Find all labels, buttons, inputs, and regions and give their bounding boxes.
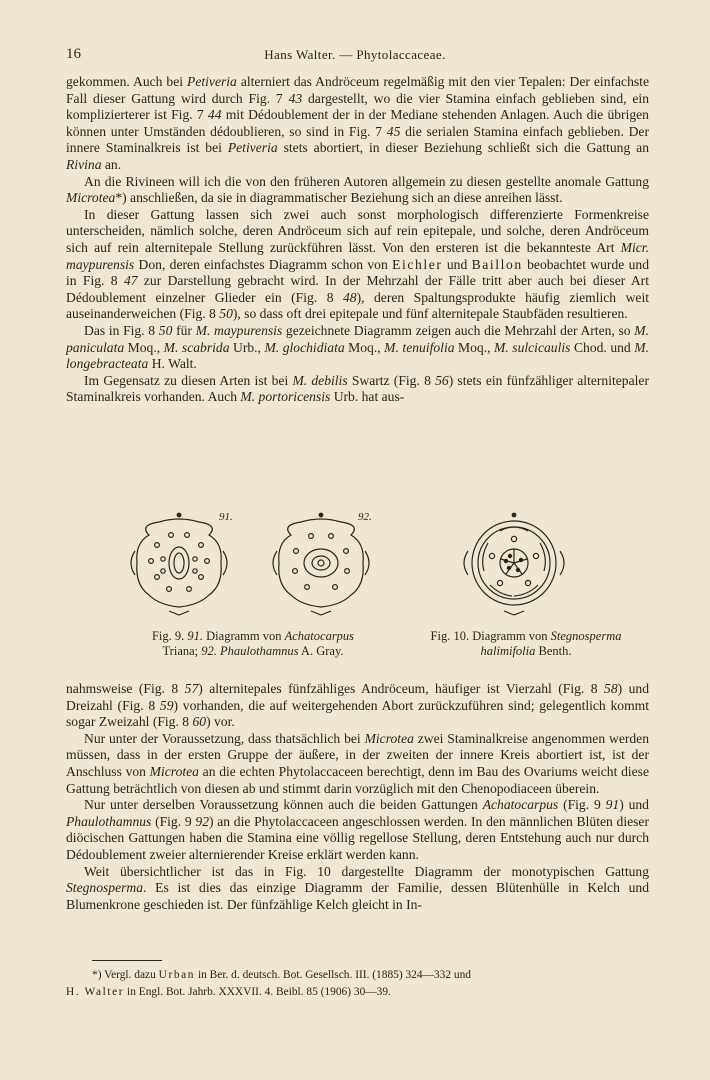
subtending-bract bbox=[504, 611, 524, 615]
diagram-92 bbox=[273, 513, 369, 615]
page-header bbox=[66, 46, 644, 66]
text-block-upper bbox=[66, 74, 649, 406]
ovary-inner bbox=[312, 556, 330, 570]
floral-diagrams bbox=[66, 505, 649, 630]
figure-label-92: 92. bbox=[358, 511, 372, 523]
footnote-divider bbox=[92, 960, 162, 961]
ovule bbox=[318, 560, 324, 566]
paragraph-3: In dieser Gattung lassen sich zwei auch sonst morphologisch differenzierte Formenkreise unterscheiden, nämlich solche, deren Andröceum sich auf rein epitepale, und solche, deren Andröceum sich auf rein alternitepale Stellung zurückführen lässt. Von den ersteren ist die bekannteste Art Micr. maypurensis Don, deren einfachstes Diagramm schon von Eichler und Baillon beobachtet wurde und in Fig. 8 47 zur Darstellung gebracht wird. In der Mehrzahl der Fälle tritt aber auch bei dieser Art Dédoublement einzelner Glieder ein (Fig. 8 48), deren Spaltungsprodukte häufig ziemlich weit auseinanderweichen (Fig. 8 50), so dass oft drei epitepale und fünf alternitepale Staubfäden resultieren. bbox=[66, 206, 649, 322]
paragraph-1: gekommen. Auch bei Petiveria alterniert das Andröceum regelmäßig mit den vier Tepalen: Der einfachste Fall dieser Gattung wird durch Fig. 7 43 dargestellt, wo die vier Stamina einfach geblieben sind, ein komplizierterer ist Fig. 7 44 mit Dédoublement der in der Mediane stehenden Anlagen. Auch die übrigen können unter Umständen dédoublieren, so sind in Fig. 7 45 die serialen Stamina einfach geblieben. Der innere Staminalkreis ist bei Petiveria stets abortiert, in dieser Beziehung schließt sich die Gattung an Rivina an. bbox=[66, 74, 650, 172]
axis-dot bbox=[319, 513, 323, 517]
stamens bbox=[149, 533, 210, 592]
paragraph-6: nahmsweise (Fig. 8 57) alternitepales fünfzähliges Andröceum, häufiger ist Vierzahl (Fig. 8 58) und Dreizahl (Fig. 8 59) vorhanden, die auf weitergehenden Abort zurückzuführen sind; gelegentlich kommt sogar Zweizahl (Fig. 8 60) vor. bbox=[66, 681, 649, 730]
stamens bbox=[293, 534, 350, 590]
bract-right bbox=[365, 551, 369, 575]
figure-label-91: 91. bbox=[219, 511, 233, 523]
paragraph-8: Nur unter derselben Voraussetzung können auch die beiden Gattungen Achatocarpus (Fig. 9 91) und Phaulothamnus (Fig. 9 92) an die Phytolaccaceen angeschlossen werden. In den männlichen Blüten dieser diöcischen Gattungen haben die Stamina eine völlig regellose Stellung, deren Entstehung auch nur durch Dédoublement zweier alternierender Kreise erklärt werden kann. bbox=[66, 797, 649, 862]
ovary-outer bbox=[304, 549, 338, 577]
page-number: 16 bbox=[66, 46, 81, 62]
diagram-10 bbox=[464, 513, 564, 615]
bract-left bbox=[131, 551, 135, 575]
axis-dot bbox=[177, 513, 181, 517]
subtending-bract bbox=[169, 611, 189, 615]
bract-right bbox=[223, 551, 227, 575]
figure-10-caption: Fig. 10. Diagramm von Stegnosperma halimifolia Benth. bbox=[430, 629, 622, 658]
bract-left bbox=[464, 551, 468, 575]
footnote bbox=[66, 967, 649, 1001]
perianth bbox=[279, 519, 364, 607]
subtending-bract bbox=[311, 611, 331, 615]
bract-right bbox=[560, 551, 564, 575]
paragraph-4: Das in Fig. 8 50 für M. maypurensis gezeichnete Diagramm zeigen auch die Mehrzahl der Arten, so M. paniculata Moq., M. scabrida Urb., M. glochidiata Moq., M. tenuifolia Moq., M. sulcicaulis Chod. und M. longebracteata H. Walt. bbox=[66, 322, 649, 372]
bract-left bbox=[273, 551, 277, 575]
footnote-line-2: H. Walter in Engl. Bot. Jahrb. XXXVII. 4. Beibl. 85 (1906) 30—39. bbox=[66, 986, 391, 998]
footnote-line-1: *) Vergl. dazu Urban in Ber. d. deutsch. Bot. Gesellsch. III. (1885) 324—332 und bbox=[92, 969, 471, 981]
ovary-outer bbox=[169, 547, 189, 579]
paragraph-2: An die Rivineen will ich die von den früheren Autoren allgemein zu diesen gestellte anomale Gattung Microtea*) anschließen, da sie in diagrammatischer Beziehung sich an diese anreihen lässt. bbox=[66, 173, 649, 206]
paragraph-5: Im Gegensatz zu diesen Arten ist bei M. debilis Swartz (Fig. 8 56) stets ein fünfzähliger alternitepaler Staminalkreis vorhanden. Auch M. portoricensis Urb. hat aus- bbox=[66, 372, 649, 405]
paragraph-7: Nur unter der Voraussetzung, dass thatsächlich bei Microtea zwei Staminalkreise angenommen werden müssen, dass in der ersten Gruppe der äußere, in der zweiten der innere Kreis abortiert ist, ist der Anschluss von Microtea an die echten Phytolaccaceen berechtigt, denn im Bau des Ovariums weicht diese Gattung beträchtlich von diesen ab und stimmt darin vorzüglich mit den Chenopodiaceen überein. bbox=[66, 730, 650, 796]
ovary-inner bbox=[174, 553, 184, 573]
figure-area bbox=[66, 505, 649, 665]
figure-9-caption: Fig. 9. 91. Diagramm von Achatocarpus Triana; 92. Phaulothamnus A. Gray. bbox=[151, 629, 355, 658]
diagram-91 bbox=[131, 513, 227, 615]
axis-dot bbox=[512, 513, 516, 517]
running-title: Hans Walter. — Phytolaccaceae. bbox=[264, 47, 446, 62]
paragraph-9: Weit übersichtlicher ist das in Fig. 10 dargestellte Diagramm der monotypischen Gattung Stegnosperma. Es ist dies das einzige Diagramm der Familie, dessen Blütenhülle in Kelch und Blumenkrone geschieden ist. Der fünfzählige Kelch gleicht in In- bbox=[66, 863, 649, 912]
text-block-lower bbox=[66, 681, 649, 913]
